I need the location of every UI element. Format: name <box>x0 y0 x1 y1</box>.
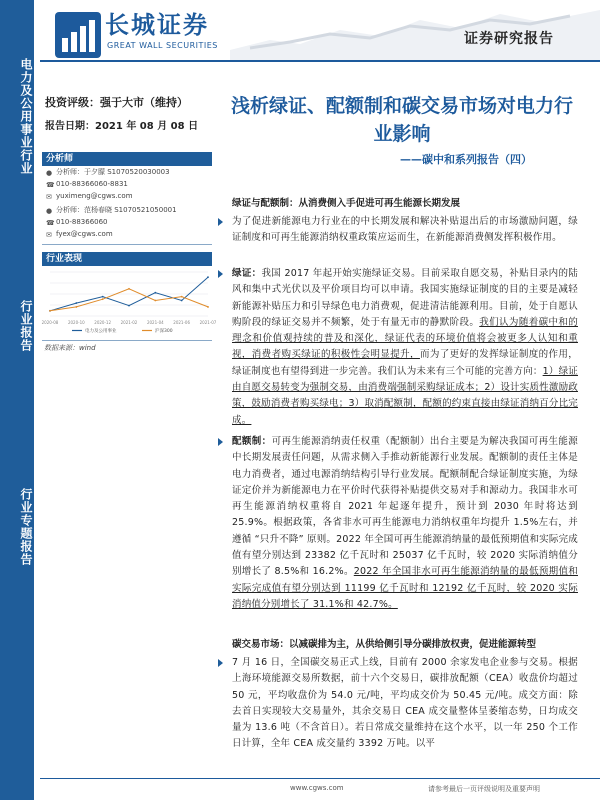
chart-point <box>75 306 77 308</box>
analyst-line: ● 分析师：范杨春晓 S1070521050001 <box>46 206 177 215</box>
analyst-line: ☎010-88366060-8831 <box>46 180 128 189</box>
chart-point <box>207 306 209 308</box>
logo-chinese: 长城证券 <box>105 11 209 39</box>
sidebar-band <box>0 0 34 800</box>
chart-x-tick: 2020-12 <box>94 320 112 325</box>
bullet-icon <box>218 659 223 667</box>
chart-x-tick: 2020-10 <box>67 320 85 325</box>
analyst-box-bottom <box>42 244 212 245</box>
chart-point <box>207 276 209 278</box>
paragraph: 为了促进新能源电力行业在的中长期发展和解决补贴退出后的市场激励问题，绿证制度和可再生能源消纳权重政策应运而生，在新能源消费侧发挥积极作用。 <box>232 214 578 247</box>
chart-point <box>181 296 183 298</box>
chart-x-tick: 2021-02 <box>120 320 138 325</box>
section-heading: 碳交易市场：以减碳排为主，从供给侧引导分碳排放权责，促进能源转型 <box>232 639 537 650</box>
analyst-box-header: 分析师 <box>42 152 212 166</box>
section-heading: 绿证与配额制：从消费侧入手促进可再生能源长期发展 <box>232 198 461 209</box>
sidebar-topic: 行业专题报告 <box>19 488 33 566</box>
person-icon: ● <box>46 169 53 177</box>
chart-x-tick: 2020-08 <box>41 320 59 325</box>
chart-series-line <box>50 289 208 311</box>
person-icon: ● <box>46 207 53 215</box>
bullet-icon <box>218 270 223 278</box>
chart-source: 数据来源：wind <box>44 344 96 352</box>
company-logo-icon <box>55 12 101 58</box>
chart-x-tick: 2021-04 <box>146 320 164 325</box>
chart-point <box>128 305 130 307</box>
paragraph: 配额制：可再生能源消纳责任权重（配额制）出台主要是为解决我国可再生能源中长期发展责任问题，从需求侧入手推动新能源行业发展。配额制的责任主体是电力消费者，通过电源消纳结构引导行业发展。配额制配合绿证制度实施，为绿证定价并为新能源电力在平价时代获得补贴提供交易对手和源动力。我国非水可再生能源消纳权重将自 2021 年起逐年提升，预计到 2030 年时将达到 25.9%。根据政策，各省非水可再生能源电力消纳权重年均提升 1.5%左右，并遵循 “只升不降” 原则。2022 年全国可再生能源消纳量的最低预期值和实际完成值有望分别达到 23382 亿千瓦时和 25037 亿千瓦时，较 2020 实际消纳值分别增长了 8.5%和 16.2%。2022 年全国非水可再生能源消纳量的最低预期值和实际完成值有望分别达到 11199 亿千瓦时和 12192 亿千瓦时，较 2020 实际消纳值分别增长了 31.1%和 42.7%。 <box>232 434 578 613</box>
footer-disclaimer: 请参考最后一页评级说明及重要声明 <box>428 785 540 793</box>
chart-point <box>75 302 77 304</box>
chart-box-header: 行业表现 <box>42 252 212 266</box>
bullet-icon <box>218 438 223 446</box>
sidebar-report-kind: 行业报告 <box>19 300 33 352</box>
paragraph: 绿证：我国 2017 年起开始实施绿证交易。目前采取自愿交易，补贴目录内的陆风和集中式光伏以及平价项目均可以申请。我国实施绿证制度的目的主要是减轻新能源补贴压力和引导绿色电力消费观，促进清洁能源利用。目前，处于自愿认购阶段的绿证交易并不频繁，处于有量无市的静默阶段。我们认为随着碳中和的理念和价值观持续的普及和深化，绿证代表的环境价值将会被更多人认知和重视，消费者购买绿证的积极性会明显提升，而为了更好的发挥绿证制度的作用，绿证制度也有望得到进一步完善。我们认为未来有三个可能的完善方向：1）绿证由自愿交易转变为强制交易，由消费端强制采购绿证成本；2）设计实质性激励政策，鼓励消费者购买绿电；3）取消配额制，配额的约束直接由绿证消纳百分比完成。 <box>232 266 578 429</box>
footer-url[interactable]: www.cgws.com <box>290 784 344 792</box>
analyst-line[interactable]: ✉ fyex@cgws.com <box>46 230 113 239</box>
chart-x-tick: 2021-07 <box>199 320 217 325</box>
paragraph: 7 月 16 日，全国碳交易正式上线，目前有 2000 余家发电企业参与交易。根据上海环境能源交易所数据，前十六个交易日，碳排放配额（CEA）收盘价均超过 50 元，平均收盘价为 54.0 元/吨，平均成交价为 50.45 元/吨。成交方面：除去首日实现较大交易量外，其余交易日 CEA 成交量整体呈萎缩态势，日均成交量为 13.6 吨（不含首日）。若日常成交量维持在这个水平，以一年 250 个工作日计算，全年 CEA 成交量约 3392 万吨。以平 <box>232 655 578 753</box>
analyst-line: ● 分析师：于夕朦 S1070520030003 <box>46 168 170 177</box>
analyst-line: ☎010-88366060 <box>46 218 108 227</box>
report-title: 浅析绿证、配额制和碳交易市场对电力行业影响 <box>230 95 573 145</box>
email-icon: ✉ <box>46 231 52 239</box>
chart-point <box>154 292 156 294</box>
chart-x-tick: 2021-06 <box>173 320 191 325</box>
chart-box-bottom <box>42 340 212 341</box>
logo-english: GREAT WALL SECURITIES <box>107 41 218 50</box>
report-date: 报告日期：2021 年 08 月 08 日 <box>45 121 199 132</box>
bullet-icon <box>218 218 223 226</box>
chart-point <box>128 288 130 290</box>
phone-icon: ☎ <box>46 219 55 227</box>
sidebar-industry: 电力及公用事业行业 <box>19 58 33 175</box>
chart-point <box>102 298 104 300</box>
header <box>0 0 600 64</box>
industry-performance-chart <box>41 268 217 338</box>
chart-point <box>154 300 156 302</box>
header-divider <box>40 60 600 62</box>
chart-legend-label: 沪深300 <box>155 329 173 334</box>
chart-point <box>102 296 104 298</box>
report-type-label: 证券研究报告 <box>464 31 554 47</box>
chart-legend-label: 电力及公用事业 <box>85 329 117 334</box>
report-series: ——碳中和系列报告（四） <box>400 153 532 166</box>
footer-divider <box>40 778 600 779</box>
analyst-line[interactable]: ✉ yuximeng@cgws.com <box>46 192 133 201</box>
email-icon: ✉ <box>46 193 52 201</box>
investment-rating: 投资评级：强于大市（维持） <box>45 96 188 109</box>
chart-point <box>181 300 183 302</box>
phone-icon: ☎ <box>46 181 55 189</box>
chart-point <box>49 310 51 312</box>
